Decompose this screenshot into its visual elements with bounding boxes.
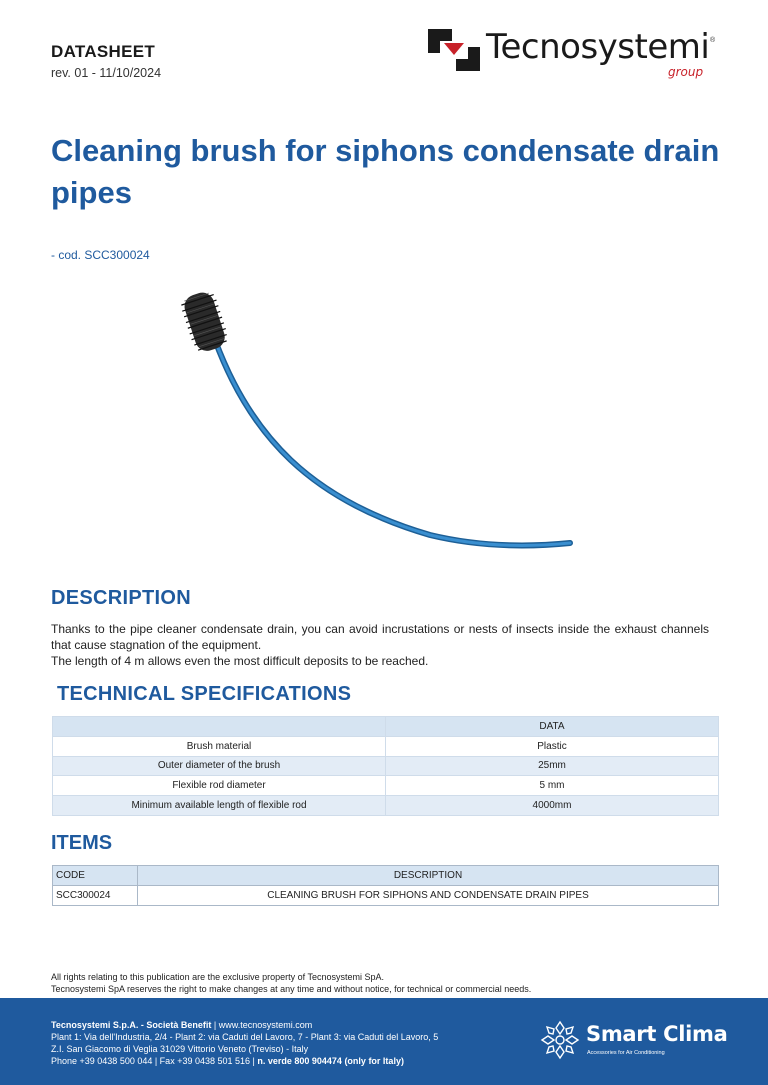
table-row bbox=[53, 886, 719, 906]
spec-label: Minimum available length of flexible rod bbox=[53, 796, 386, 816]
doc-type-label: DATASHEET bbox=[51, 42, 156, 61]
table-row bbox=[53, 736, 719, 756]
brush-head-icon bbox=[179, 289, 231, 355]
spec-value: Plastic bbox=[386, 736, 719, 756]
footer-phone-fax: Phone +39 0438 500 044 | Fax +39 0438 501 516 | bbox=[51, 1056, 255, 1066]
tecnosystemi-mark-icon bbox=[428, 29, 480, 71]
tech-specs-table bbox=[52, 716, 719, 816]
column-header: DATA bbox=[386, 717, 719, 737]
smart-clima-logo bbox=[540, 1020, 730, 1064]
table-header-row bbox=[53, 717, 719, 737]
cleaning-brush-image bbox=[170, 285, 580, 555]
table-row bbox=[53, 756, 719, 776]
spec-value: 25mm bbox=[386, 756, 719, 776]
items-heading: ITEMS bbox=[51, 832, 113, 854]
footer-contact-block bbox=[51, 1019, 438, 1067]
rights-notice bbox=[51, 971, 531, 995]
rights-line: Tecnosystemi SpA reserves the right to make changes at any time and without notice, for technical or commercial needs. bbox=[51, 984, 532, 994]
tecnosystemi-logo bbox=[428, 27, 728, 83]
spec-label: Outer diameter of the brush bbox=[53, 756, 386, 776]
spec-label: Flexible rod diameter bbox=[53, 776, 386, 796]
footer-green-number: n. verde 800 904474 (only for Italy) bbox=[257, 1056, 404, 1066]
spec-value: 4000mm bbox=[386, 796, 719, 816]
rights-line: All rights relating to this publication are the exclusive property of Tecnosystemi SpA. bbox=[51, 972, 384, 982]
spec-label: Brush material bbox=[53, 736, 386, 756]
footer-plants: Plant 1: Via dell'Industria, 2/4 - Plant 2: via Caduti del Lavoro, 7 - Plant 3: via Caduti del Lavoro, 5 bbox=[51, 1032, 439, 1042]
registered-mark: ® bbox=[710, 37, 716, 44]
footer-address: Z.I. San Giacomo di Veglia 31029 Vittorio Veneto (Treviso) - Italy bbox=[51, 1044, 309, 1054]
partner-brand-name: Smart Clima bbox=[586, 1022, 728, 1046]
company-name: Tecnosystemi S.p.A. - Società Benefit bbox=[51, 1020, 212, 1030]
item-code: SCC300024 bbox=[53, 886, 138, 906]
brand-name: Tecnosystemi bbox=[486, 27, 710, 67]
footer bbox=[0, 998, 768, 1085]
description-paragraph: Thanks to the pipe cleaner condensate drain, you can avoid incrustations or nests of insects inside the exhaust channels that cause stagnation of the equipment. bbox=[51, 622, 709, 652]
table-header-row bbox=[53, 866, 719, 886]
company-website[interactable]: | www.tecnosystemi.com bbox=[213, 1020, 313, 1030]
column-header: CODE bbox=[53, 866, 138, 886]
items-table bbox=[52, 865, 719, 906]
smart-clima-snowflake-icon bbox=[540, 1020, 580, 1060]
product-title: Cleaning brush for siphons condensate drain pipes bbox=[51, 133, 720, 210]
column-header: DESCRIPTION bbox=[138, 866, 719, 886]
description-heading: DESCRIPTION bbox=[51, 587, 191, 609]
description-text bbox=[51, 621, 709, 669]
spec-value: 5 mm bbox=[386, 776, 719, 796]
footer-company-line bbox=[51, 1019, 438, 1031]
description-paragraph: The length of 4 m allows even the most difficult deposits to be reached. bbox=[51, 654, 429, 668]
product-code: - cod. SCC300024 bbox=[51, 248, 150, 262]
partner-tagline: Accessories for Air Conditioning bbox=[587, 1050, 665, 1056]
brand-group: group bbox=[668, 65, 704, 79]
column-header bbox=[53, 717, 386, 737]
footer-contacts-line bbox=[51, 1055, 438, 1067]
table-row bbox=[53, 776, 719, 796]
item-description: CLEANING BRUSH FOR SIPHONS AND CONDENSATE DRAIN PIPES bbox=[138, 886, 719, 906]
tech-specs-heading: TECHNICAL SPECIFICATIONS bbox=[57, 683, 352, 705]
table-row bbox=[53, 796, 719, 816]
revision-date: rev. 01 - 11/10/2024 bbox=[51, 66, 162, 80]
